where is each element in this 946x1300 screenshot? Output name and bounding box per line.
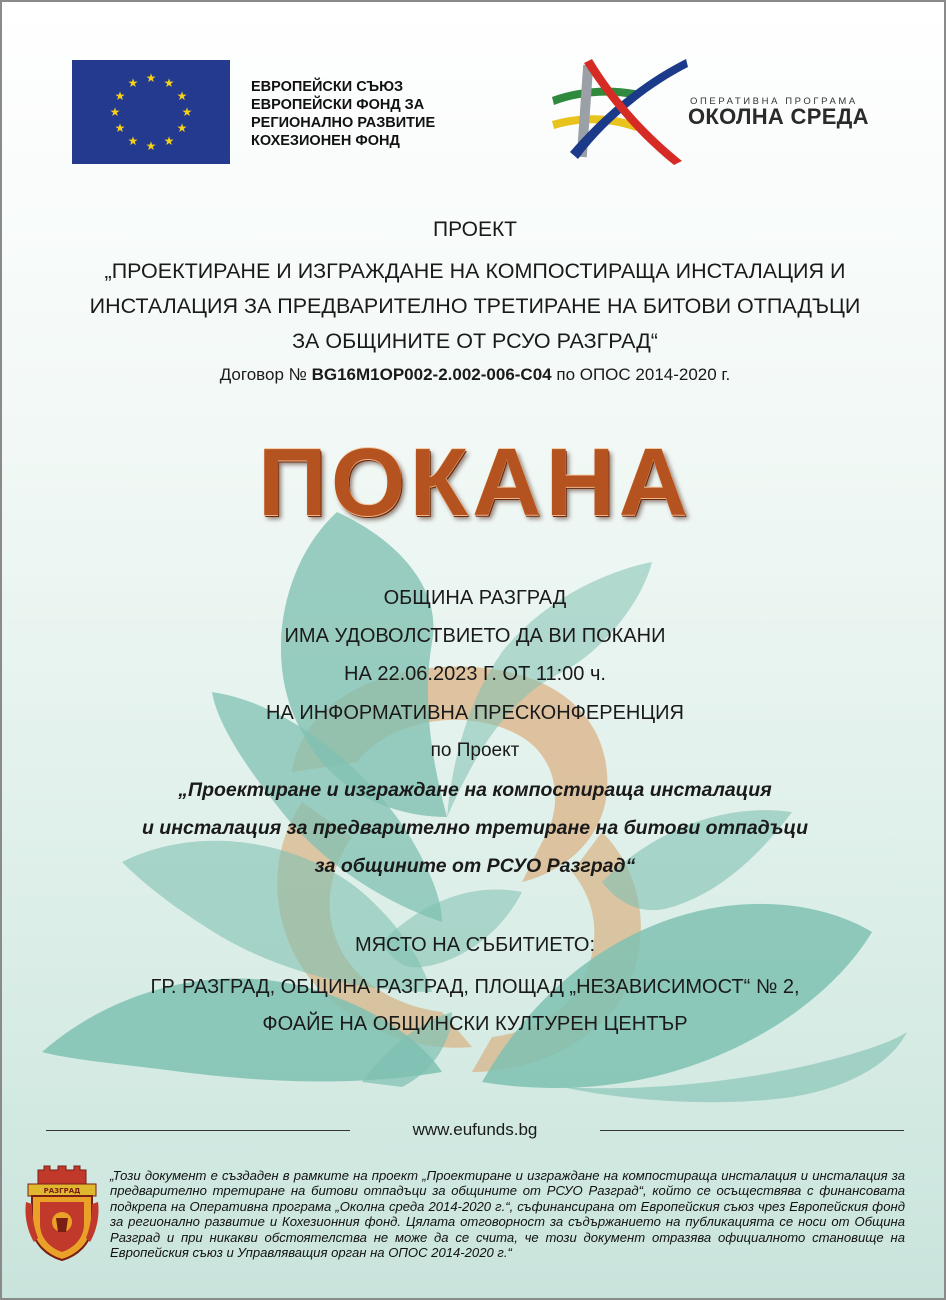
website-link[interactable]: www.eufunds.bg [412, 1120, 538, 1139]
svg-text:★: ★ [181, 105, 193, 119]
footer-divider [600, 1130, 904, 1131]
project-label: ПРОЕКТ [432, 218, 518, 241]
svg-text:★: ★ [109, 105, 121, 119]
project-title-line: „ПРОЕКТИРАНЕ И ИЗГРАЖДАНЕ НА КОМПОСТИРАЩА ИНСТАЛАЦИЯ И [104, 259, 846, 283]
eu-line: ЕВРОПЕЙСКИ СЪЮЗ [251, 79, 404, 95]
eu-flag-logo [72, 60, 230, 164]
op-environment-logo [550, 57, 690, 167]
svg-text:★: ★ [127, 134, 139, 148]
venue-location: ФОАЙЕ НА ОБЩИНСКИ КУЛТУРЕН ЦЕНТЪР [262, 1013, 688, 1035]
svg-text:★: ★ [176, 89, 188, 103]
project-title-line: ЗА ОБЩИНИТЕ ОТ РСУО РАЗГРАД“ [292, 329, 658, 353]
eu-funding-text [251, 78, 435, 150]
op-title: ОКОЛНА СРЕДА [688, 104, 869, 129]
op-subtitle: ОПЕРАТИВНА ПРОГРАМА [690, 96, 858, 107]
svg-text:★: ★ [163, 134, 175, 148]
invitation-line: ИМА УДОВОЛСТВИЕТО ДА ВИ ПОКАНИ [284, 625, 666, 647]
project-title [2, 254, 946, 359]
eu-line: РЕГИОНАЛНО РАЗВИТИЕ [251, 115, 436, 131]
eu-line: ЕВРОПЕЙСКИ ФОНД ЗА [251, 97, 425, 113]
svg-text:★: ★ [176, 121, 188, 135]
funding-disclaimer: „Този документ е създаден в рамките на проект „Проектиране и изграждане на компостираща инсталация и инсталация за предварително третиране на битови отпадъци за общините от РСУО Разград“, който се осъществява с финансовата подкрепа на Оперативна програма „Околна среда 2014-2020 г.“, съфинансирана от Европейския съюз чрез Европейския фонд за регионално развитие и Кохезионния фонд. Цялата отговорност за съдържанието на публикацията се носи от Община Разград и при никакви обстоятелства не може да се счита, че този документ отразява официалното становище на Европейския съюз и Управляващия орган на ОПОС 2014-2020 г.“ [110, 1168, 905, 1261]
svg-text:★: ★ [145, 139, 157, 153]
invitation-heading: ПОКАНА [257, 429, 693, 536]
recycle-leaves-background [2, 2, 946, 1300]
contract-number: BG16M1OP002-2.002-006-C04 [311, 365, 552, 384]
crest-text: РАЗГРАД [43, 1187, 81, 1195]
eu-line: КОХЕЗИОНЕН ФОНД [251, 133, 400, 149]
invitation-line: по Проект [430, 740, 520, 761]
svg-text:★: ★ [114, 121, 126, 135]
svg-text:★: ★ [127, 76, 139, 90]
razgrad-coat-of-arms [24, 1162, 100, 1262]
invitation-line: ОБЩИНА РАЗГРАД [383, 587, 567, 609]
svg-text:★: ★ [114, 89, 126, 103]
invitation-date-time: НА 22.06.2023 Г. ОТ 11:00 ч. [344, 663, 606, 685]
invitation-project-line: „Проектиране и изграждане на компостираща инсталация [178, 779, 772, 801]
invitation-line: НА ИНФОРМАТИВНА ПРЕСКОНФЕРЕНЦИЯ [266, 702, 684, 724]
venue-address: ГР. РАЗГРАД, ОБЩИНА РАЗГРАД, ПЛОЩАД „НЕЗАВИСИМОСТ“ № 2, [150, 976, 800, 998]
svg-text:★: ★ [145, 71, 157, 85]
venue-label: МЯСТО НА СЪБИТИЕТО: [354, 934, 596, 956]
project-title-line: ИНСТАЛАЦИЯ ЗА ПРЕДВАРИТЕЛНО ТРЕТИРАНЕ НА БИТОВИ ОТПАДЪЦИ [89, 294, 861, 318]
invitation-project-line: за общините от РСУО Разград“ [314, 855, 636, 877]
contract-prefix: Договор № [219, 365, 307, 384]
svg-text:★: ★ [163, 76, 175, 90]
footer-divider [46, 1130, 350, 1131]
contract-suffix: по ОПОС 2014-2020 г. [556, 365, 731, 384]
contract-line [2, 365, 946, 385]
invitation-project-line: и инсталация за предварително третиране на битови отпадъци [141, 817, 809, 839]
